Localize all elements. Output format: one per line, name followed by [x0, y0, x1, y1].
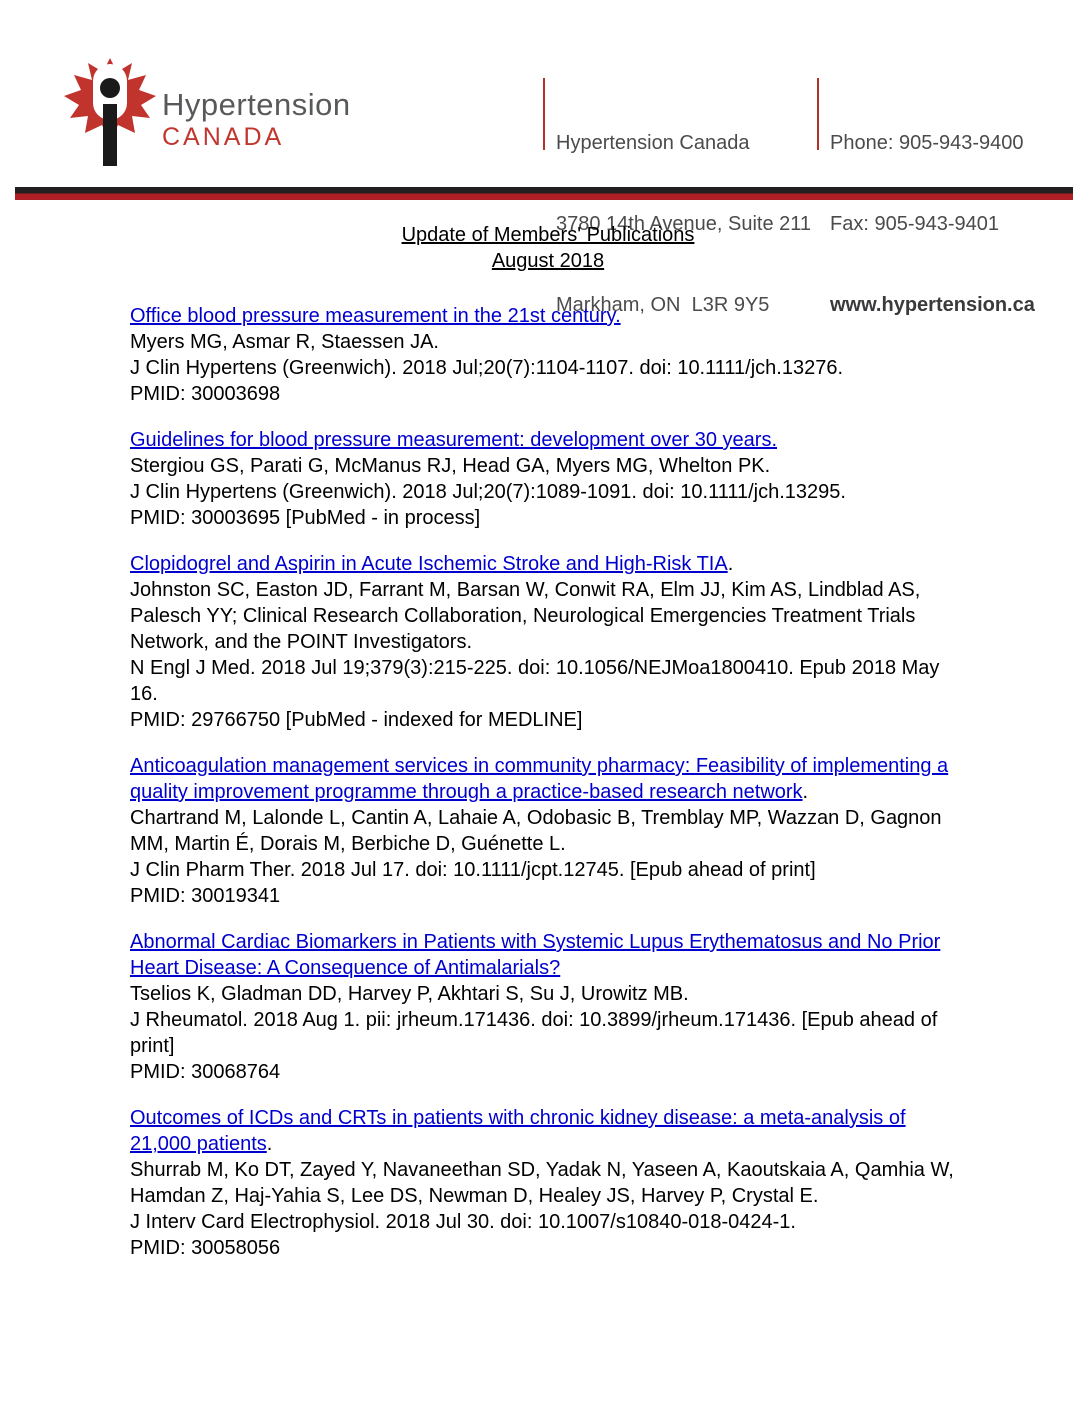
- publication-title-suffix: .: [266, 1133, 273, 1155]
- publication-citation: J Interv Card Electrophysiol. 2018 Jul 30. doi: 10.1007/s10840-018-0424-1.: [130, 1211, 796, 1233]
- publication-citation: J Clin Hypertens (Greenwich). 2018 Jul;20(7):1104-1107. doi: 10.1111/jch.13276.: [130, 357, 844, 379]
- publication-title-link[interactable]: Office blood pressure measurement in the 21st century.: [130, 305, 621, 327]
- brand-name: Hypertension: [162, 87, 351, 122]
- publication-citation: N Engl J Med. 2018 Jul 19;379(3):215-225. doi: 10.1056/NEJMoa1800410. Epub 2018 May 16.: [130, 657, 940, 705]
- publication-pmid: PMID: 30058056: [130, 1237, 281, 1259]
- publication-title-link[interactable]: Anticoagulation management services in community pharmacy: Feasibility of implementing a quality improvement programme through a practice-based research network: [130, 755, 949, 803]
- document-content: [130, 222, 966, 1281]
- publication-title: [130, 427, 966, 453]
- publication-title-suffix: .: [802, 781, 809, 803]
- publication-authors: Chartrand M, Lalonde L, Cantin A, Lahaie A, Odobasic B, Tremblay MP, Wazzan D, Gagnon MM, Martin É, Dorais M, Berbiche D, Guénette L.: [130, 807, 942, 855]
- publication-authors: Stergiou GS, Parati G, McManus RJ, Head GA, Myers MG, Whelton PK.: [130, 455, 771, 477]
- publication-authors: Shurrab M, Ko DT, Zayed Y, Navaneethan SD, Yadak N, Yaseen A, Kaoutskaia A, Qamhia W, Hamdan Z, Haj-Yahia S, Lee DS, Newman D, Healey JS, Harvey P, Crystal E.: [130, 1159, 954, 1207]
- publication-title-link[interactable]: Outcomes of ICDs and CRTs in patients with chronic kidney disease: a meta-analysis of 21,000 patients: [130, 1107, 906, 1155]
- publication-entry: [130, 303, 966, 407]
- publication-entry: [130, 1105, 966, 1261]
- publication-entry: [130, 427, 966, 531]
- publication-title: [130, 929, 966, 981]
- publication-pmid: PMID: 30019341: [130, 885, 281, 907]
- publication-pmid: PMID: 29766750 [PubMed - indexed for MEDLINE]: [130, 709, 583, 731]
- contact-address-line1: 3780 14th Avenue, Suite 211: [556, 213, 812, 235]
- document-title: Update of Members' Publications: [401, 224, 695, 246]
- publication-authors: Johnston SC, Easton JD, Farrant M, Barsan W, Conwit RA, Elm JJ, Kim AS, Lindblad AS, Palesch YY; Clinical Research Collaboration, Neurological Emergencies Treatment Trials Network, and the POINT Investigators.: [130, 579, 921, 653]
- publication-title: [130, 551, 966, 577]
- publication-title-link[interactable]: Abnormal Cardiac Biomarkers in Patients with Systemic Lupus Erythematosus and No Prior Heart Disease: A Consequence of Antimalarials?: [130, 931, 941, 979]
- document-subtitle: August 2018: [491, 250, 605, 272]
- publications-list: [130, 303, 966, 1261]
- maple-leaf-logo-icon: [62, 56, 158, 168]
- two-tone-rule: [15, 187, 1073, 200]
- brand-country: CANADA: [162, 123, 285, 151]
- publication-title-link[interactable]: Guidelines for blood pressure measurement: development over 30 years.: [130, 429, 778, 451]
- contact-phone: Phone: 905-943-9400: [830, 132, 1024, 154]
- contact-org: Hypertension Canada: [556, 132, 750, 154]
- publication-title: [130, 1105, 966, 1157]
- contact-website: www.hypertension.ca: [830, 294, 1035, 316]
- contact-address-line2: Markham, ON L3R 9Y5: [556, 294, 770, 316]
- publication-authors: Myers MG, Asmar R, Staessen JA.: [130, 331, 439, 353]
- publication-citation: J Rheumatol. 2018 Aug 1. pii: jrheum.171436. doi: 10.3899/jrheum.171436. [Epub ahead of print]: [130, 1009, 938, 1057]
- publication-title: [130, 303, 966, 329]
- publication-title: [130, 753, 966, 805]
- publication-authors: Tselios K, Gladman DD, Harvey P, Akhtari S, Su J, Urowitz MB.: [130, 983, 689, 1005]
- publication-pmid: PMID: 30003695 [PubMed - in process]: [130, 507, 481, 529]
- contact-fax: Fax: 905-943-9401: [830, 213, 1000, 235]
- publication-citation: J Clin Pharm Ther. 2018 Jul 17. doi: 10.1111/jcpt.12745. [Epub ahead of print]: [130, 859, 816, 881]
- publication-citation: J Clin Hypertens (Greenwich). 2018 Jul;20(7):1089-1091. doi: 10.1111/jch.13295.: [130, 481, 846, 503]
- publication-title-link[interactable]: Clopidogrel and Aspirin in Acute Ischemic Stroke and High-Risk TIA: [130, 553, 728, 575]
- contact-divider: [817, 78, 819, 150]
- document-title-block: [130, 222, 966, 274]
- publication-pmid: PMID: 30003698: [130, 383, 281, 405]
- publication-entry: [130, 929, 966, 1085]
- publication-pmid: PMID: 30068764: [130, 1061, 281, 1083]
- publication-entry: [130, 753, 966, 909]
- publication-title-suffix: .: [727, 553, 734, 575]
- brand-wordmark: [162, 88, 351, 151]
- contact-divider: [543, 78, 545, 150]
- publication-entry: [130, 551, 966, 733]
